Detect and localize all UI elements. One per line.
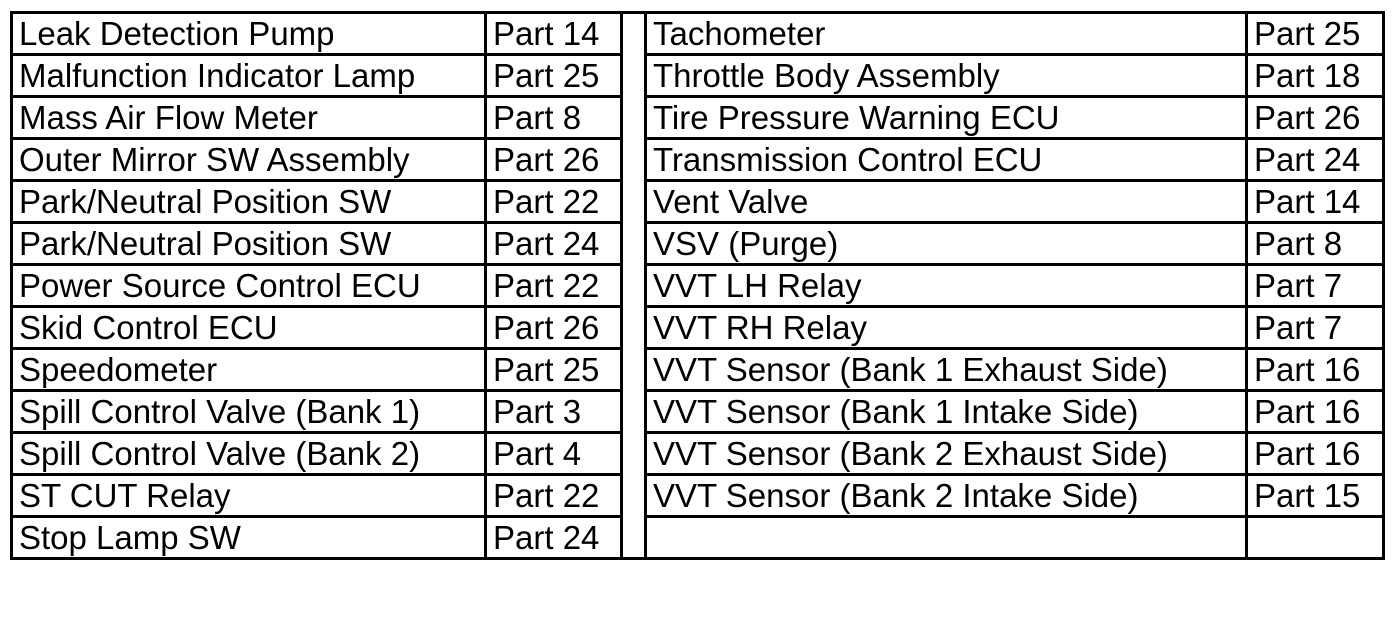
table-row bbox=[12, 181, 1384, 223]
right-component-cell: Transmission Control ECU bbox=[646, 139, 1247, 181]
parts-index-body bbox=[12, 13, 1384, 559]
left-part-cell: Part 26 bbox=[486, 139, 622, 181]
left-component-cell: Power Source Control ECU bbox=[12, 265, 486, 307]
table-row bbox=[12, 391, 1384, 433]
right-component-cell: VVT Sensor (Bank 1 Intake Side) bbox=[646, 391, 1247, 433]
right-component-cell: VVT Sensor (Bank 1 Exhaust Side) bbox=[646, 349, 1247, 391]
table-row bbox=[12, 97, 1384, 139]
parts-index-table bbox=[10, 11, 1385, 560]
table-row bbox=[12, 433, 1384, 475]
left-component-cell: Park/Neutral Position SW bbox=[12, 181, 486, 223]
right-part-cell: Part 7 bbox=[1247, 307, 1384, 349]
right-component-cell-empty bbox=[646, 517, 1247, 559]
table-row bbox=[12, 139, 1384, 181]
left-part-cell: Part 24 bbox=[486, 223, 622, 265]
right-part-cell: Part 14 bbox=[1247, 181, 1384, 223]
right-part-cell: Part 7 bbox=[1247, 265, 1384, 307]
right-component-cell: Tire Pressure Warning ECU bbox=[646, 97, 1247, 139]
left-component-cell: Mass Air Flow Meter bbox=[12, 97, 486, 139]
left-component-cell: Park/Neutral Position SW bbox=[12, 223, 486, 265]
table-row bbox=[12, 349, 1384, 391]
right-part-cell-empty bbox=[1247, 517, 1384, 559]
right-part-cell: Part 15 bbox=[1247, 475, 1384, 517]
right-component-cell: VVT Sensor (Bank 2 Exhaust Side) bbox=[646, 433, 1247, 475]
left-part-cell: Part 24 bbox=[486, 517, 622, 559]
left-component-cell: Leak Detection Pump bbox=[12, 13, 486, 55]
right-component-cell: VVT Sensor (Bank 2 Intake Side) bbox=[646, 475, 1247, 517]
table-row bbox=[12, 517, 1384, 559]
left-part-cell: Part 26 bbox=[486, 307, 622, 349]
left-part-cell: Part 22 bbox=[486, 181, 622, 223]
right-component-cell: VVT LH Relay bbox=[646, 265, 1247, 307]
table-row bbox=[12, 55, 1384, 97]
right-part-cell: Part 8 bbox=[1247, 223, 1384, 265]
left-component-cell: Speedometer bbox=[12, 349, 486, 391]
table-row bbox=[12, 223, 1384, 265]
left-part-cell: Part 22 bbox=[486, 265, 622, 307]
left-part-cell: Part 4 bbox=[486, 433, 622, 475]
left-component-cell: Spill Control Valve (Bank 2) bbox=[12, 433, 486, 475]
right-part-cell: Part 25 bbox=[1247, 13, 1384, 55]
left-part-cell: Part 25 bbox=[486, 349, 622, 391]
left-component-cell: Malfunction Indicator Lamp bbox=[12, 55, 486, 97]
left-component-cell: Outer Mirror SW Assembly bbox=[12, 139, 486, 181]
left-part-cell: Part 14 bbox=[486, 13, 622, 55]
table-row bbox=[12, 307, 1384, 349]
right-part-cell: Part 24 bbox=[1247, 139, 1384, 181]
left-part-cell: Part 22 bbox=[486, 475, 622, 517]
right-part-cell: Part 16 bbox=[1247, 433, 1384, 475]
right-part-cell: Part 26 bbox=[1247, 97, 1384, 139]
right-component-cell: VSV (Purge) bbox=[646, 223, 1247, 265]
table-row bbox=[12, 13, 1384, 55]
left-component-cell: Skid Control ECU bbox=[12, 307, 486, 349]
table-row bbox=[12, 265, 1384, 307]
right-component-cell: Tachometer bbox=[646, 13, 1247, 55]
left-part-cell: Part 3 bbox=[486, 391, 622, 433]
column-separator bbox=[622, 13, 646, 559]
right-component-cell: Throttle Body Assembly bbox=[646, 55, 1247, 97]
right-component-cell: VVT RH Relay bbox=[646, 307, 1247, 349]
right-part-cell: Part 16 bbox=[1247, 349, 1384, 391]
left-component-cell: ST CUT Relay bbox=[12, 475, 486, 517]
right-part-cell: Part 16 bbox=[1247, 391, 1384, 433]
left-part-cell: Part 25 bbox=[486, 55, 622, 97]
left-part-cell: Part 8 bbox=[486, 97, 622, 139]
right-part-cell: Part 18 bbox=[1247, 55, 1384, 97]
right-component-cell: Vent Valve bbox=[646, 181, 1247, 223]
left-component-cell: Stop Lamp SW bbox=[12, 517, 486, 559]
left-component-cell: Spill Control Valve (Bank 1) bbox=[12, 391, 486, 433]
table-row bbox=[12, 475, 1384, 517]
